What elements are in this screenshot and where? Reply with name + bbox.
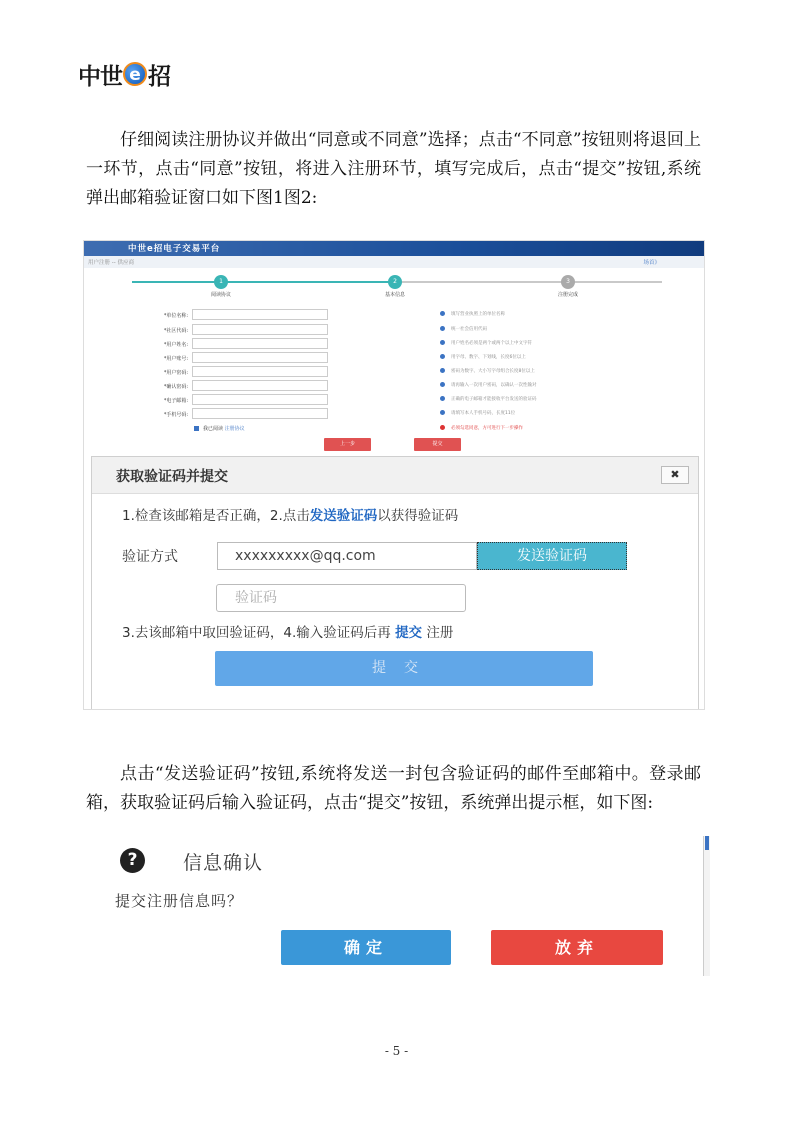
instruction-line-1 — [122, 504, 458, 524]
warning-dot-icon — [440, 425, 445, 430]
instruction-text: 注册 — [426, 625, 454, 641]
scrollbar-thumb[interactable] — [705, 836, 709, 850]
tip-text: 请填写本人手机号码，长度11位 — [451, 411, 516, 416]
info-dot-icon — [440, 311, 445, 316]
tip-text: 密码为数字、大小写字母组合长度8位以上 — [451, 369, 535, 374]
scrollbar[interactable] — [703, 836, 710, 976]
intro-paragraph-text: 仔细阅读注册协议并做出“同意或不同意”选择；点击“不同意”按钮则将退回上一环节，点击“同意”按钮，将进入注册环节，填写完成后，点击“提交”按钮,系统弹出邮箱验证窗口如下图1图2: — [86, 130, 701, 208]
step-2-circle: 2 — [388, 275, 402, 289]
intro-paragraph — [86, 126, 701, 213]
phone-input[interactable] — [192, 408, 328, 419]
agree-checkbox-row[interactable] — [194, 425, 245, 432]
company-name-input[interactable] — [192, 309, 328, 320]
tip-row — [440, 382, 537, 388]
step-3-circle: 3 — [561, 275, 575, 289]
tip-text: 填写营业执照上的单位名称 — [451, 312, 505, 317]
field-label: *用户密码: — [163, 370, 188, 376]
logo-text-2: 招 — [148, 63, 170, 90]
send-code-paragraph-text: 点击“发送验证码”按钮,系统将发送一封包含验证码的邮件至邮箱中。登录邮箱，获取验证码后输入验证码，点击“提交”按钮，系统弹出提示框，如下图: — [86, 764, 701, 813]
modal-title: 获取验证码并提交 — [116, 469, 228, 485]
field-label: *用户姓名: — [163, 342, 188, 348]
verify-code-modal — [91, 456, 699, 710]
confirm-password-input[interactable] — [192, 380, 328, 391]
step-1-label: 阅读协议 — [210, 292, 231, 298]
dialog-title: 信息确认 — [183, 852, 264, 874]
credit-code-input[interactable] — [192, 324, 328, 335]
tip-text: 用字母、数字、下划线，长度6位以上 — [451, 355, 526, 360]
tip-row — [440, 311, 505, 317]
password-input[interactable] — [192, 366, 328, 377]
info-dot-icon — [440, 340, 445, 345]
agreement-link[interactable]: 注册协议 — [224, 426, 245, 432]
agree-prefix: 我已阅读 — [203, 426, 224, 432]
step-1-circle: 1 — [214, 275, 228, 289]
tip-text: 必须勾选同意，方可进行下一步操作 — [451, 426, 523, 431]
form-submit-button[interactable]: 提交 — [414, 438, 461, 451]
info-dot-icon — [440, 396, 445, 401]
tip-row — [440, 326, 487, 332]
logo-e-icon: e — [123, 62, 147, 86]
field-label: *手机号码: — [163, 412, 188, 418]
checkbox-icon[interactable] — [194, 426, 199, 431]
send-code-paragraph — [86, 760, 701, 818]
tip-row — [440, 368, 535, 374]
step-2-label: 基本信息 — [384, 292, 405, 298]
close-icon[interactable]: ✖ — [661, 466, 689, 484]
tip-row — [440, 340, 532, 346]
confirm-button[interactable]: 确定 — [281, 930, 451, 965]
logo-text-1: 中世 — [78, 63, 122, 90]
breadcrumb — [84, 256, 704, 268]
modal-header — [92, 457, 698, 494]
instruction-text: 1.检查该邮箱是否正确，2.点击 — [122, 508, 310, 524]
info-dot-icon — [440, 326, 445, 331]
dialog-message: 提交注册信息吗？ — [115, 892, 244, 910]
tip-row — [440, 354, 526, 360]
field-label: *电子邮箱: — [163, 398, 188, 404]
field-label: *用户账号: — [163, 356, 188, 362]
instruction-text: 3.去该邮箱中取回验证码，4.输入验证码后再 — [122, 625, 391, 641]
info-dot-icon — [440, 368, 445, 373]
tip-row — [440, 410, 515, 416]
field-label: *社区代码: — [163, 328, 188, 334]
breadcrumb-left: 用户注册 -- 供应商 — [88, 260, 134, 266]
user-name-input[interactable] — [192, 338, 328, 349]
modal-submit-button[interactable]: 提交 — [215, 651, 593, 686]
verify-method-label: 验证方式 — [122, 549, 178, 565]
platform-title: 中世e招电子交易平台 — [128, 244, 221, 254]
progress-line-fill — [132, 281, 396, 283]
tip-text: 正确的电子邮箱才能接收平台发送的验证码 — [451, 397, 537, 402]
page-number: - 5 - — [384, 1044, 409, 1058]
email-field[interactable]: xxxxxxxxx@qq.com — [217, 542, 477, 570]
cancel-button[interactable]: 放弃 — [491, 930, 663, 965]
info-dot-icon — [440, 410, 445, 415]
verification-code-input[interactable]: 验证码 — [216, 584, 466, 612]
send-code-link[interactable]: 发送验证码 — [309, 508, 378, 524]
question-icon: ? — [120, 848, 145, 873]
platform-header — [84, 241, 704, 256]
company-logo — [78, 60, 170, 88]
step-3-label: 注册完成 — [557, 292, 578, 298]
tip-row — [440, 396, 537, 402]
tip-text: 统一社会信用代码 — [451, 327, 487, 332]
registration-screenshot — [83, 240, 705, 710]
tip-text: 用户姓名必须是两个或两个以上中文字符 — [451, 341, 532, 346]
field-label: *确认密码: — [163, 384, 188, 390]
breadcrumb-right-link[interactable]: 场首》 — [643, 260, 660, 266]
instruction-line-2 — [122, 621, 453, 641]
tip-row-warning — [440, 425, 523, 431]
field-label: *单位名称: — [163, 313, 188, 319]
instruction-text: 以获得验证码 — [377, 508, 459, 524]
info-dot-icon — [440, 382, 445, 387]
confirm-dialog-screenshot — [85, 830, 710, 980]
account-input[interactable] — [192, 352, 328, 363]
tip-text: 请再输入一次用户密码，以确认一次性输对 — [451, 383, 537, 388]
send-code-button[interactable]: 发送验证码 — [477, 542, 627, 570]
prev-step-button[interactable]: 上一步 — [324, 438, 371, 451]
info-dot-icon — [440, 354, 445, 359]
email-input[interactable] — [192, 394, 328, 405]
submit-link[interactable]: 提交 — [395, 625, 423, 641]
